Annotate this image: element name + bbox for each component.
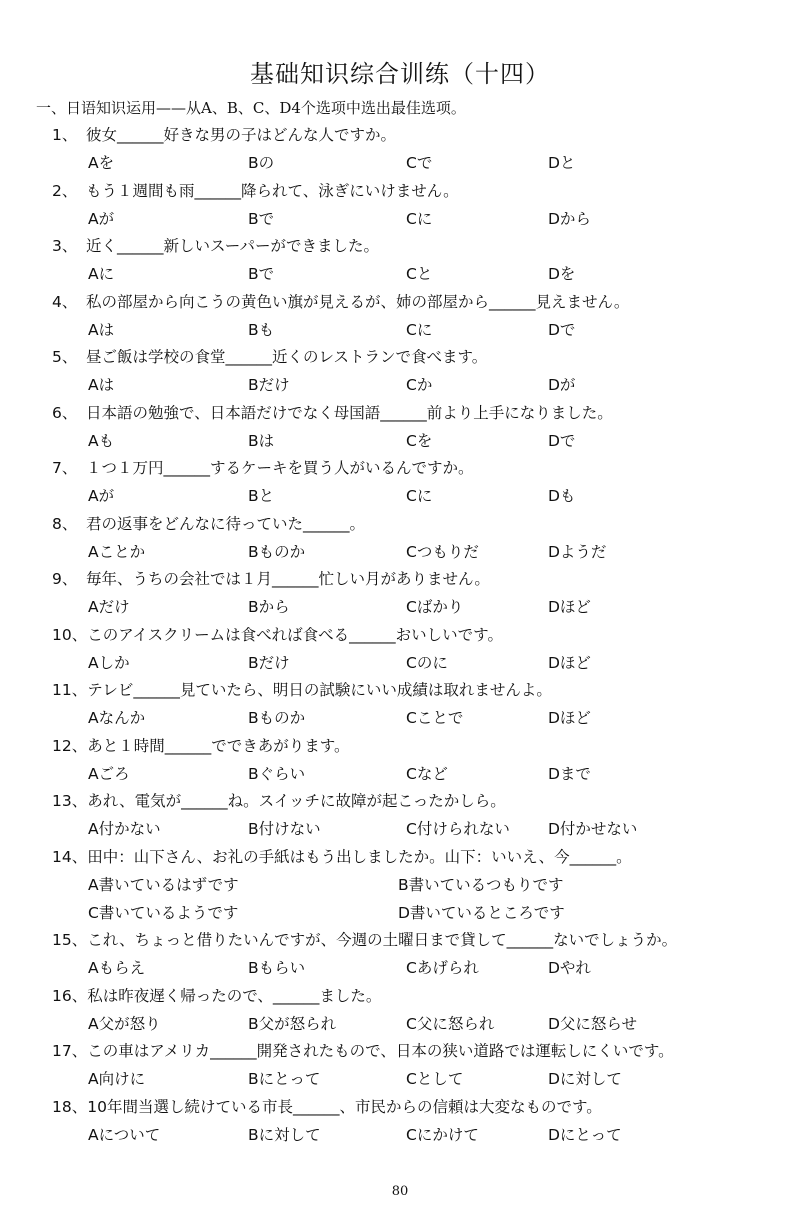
question-item [0, 180, 800, 236]
option-a[interactable]: Aなんか [88, 709, 146, 727]
option-c[interactable]: Cばかり [406, 598, 464, 616]
question-number: 3、 [52, 237, 78, 255]
option-c[interactable]: Cなど [406, 764, 448, 783]
option-b[interactable]: Bだけ [248, 376, 290, 394]
question-text: 毎年、うちの会社では１月______忙しい月がありません。 [86, 570, 490, 588]
option-c[interactable]: Cあげられ [406, 959, 479, 977]
question-text: 田中：山下さん、お礼の手紙はもう出しましたか。山下：いいえ、今______。 [87, 847, 632, 866]
question-stem [52, 679, 552, 701]
question-stem [52, 235, 379, 257]
option-a[interactable]: Aもらえ [88, 959, 146, 977]
option-d[interactable]: Dほど [548, 598, 591, 616]
question-text: 君の返事をどんなに待っていた______。 [86, 514, 366, 533]
option-d[interactable]: Dほど [548, 709, 591, 727]
option-d[interactable]: Dも [548, 487, 576, 505]
question-stem [52, 402, 613, 424]
option-b[interactable]: Bから [248, 598, 290, 616]
option-b[interactable]: Bものか [248, 542, 306, 561]
option-c[interactable]: C父に怒られ [406, 1014, 495, 1033]
question-stem [52, 346, 487, 368]
option-b[interactable]: B書いているつもりです [398, 875, 564, 894]
question-stem [52, 790, 506, 812]
option-a[interactable]: Aを [88, 154, 115, 172]
question-item [0, 457, 800, 513]
option-a[interactable]: Aことか [88, 542, 146, 561]
question-number: 16、 [52, 986, 88, 1005]
question-text: 日本語の勉強で、日本語だけでなく母国語______前より上手になりました。 [86, 403, 613, 422]
option-c[interactable]: C付けられない [406, 820, 510, 838]
question-item [0, 1040, 800, 1096]
question-item [0, 624, 800, 680]
option-d[interactable]: Dやれ [548, 959, 591, 977]
option-a[interactable]: A書いているはずです [88, 875, 239, 894]
option-b[interactable]: Bものか [248, 709, 306, 727]
option-a[interactable]: Aは [88, 320, 115, 339]
question-stem [52, 568, 490, 590]
question-item [0, 985, 800, 1041]
question-item [0, 235, 800, 291]
option-d[interactable]: Dまで [548, 764, 591, 783]
option-c[interactable]: Cに [406, 320, 433, 339]
option-c[interactable]: Cにかけて [406, 1125, 479, 1144]
option-c[interactable]: Cのに [406, 653, 448, 672]
question-stem [52, 985, 381, 1007]
question-text: 昼ご飯は学校の食堂______近くのレストランで食べます。 [86, 348, 488, 366]
option-d[interactable]: D書いているところです [398, 903, 565, 922]
question-text: テレビ______見ていたら、明日の試験にいい成績は取れませんよ。 [87, 681, 552, 699]
option-b[interactable]: B父が怒られ [248, 1014, 337, 1033]
option-d[interactable]: D付かせない [548, 820, 638, 838]
question-number: 15、 [52, 931, 88, 949]
question-item [0, 846, 800, 930]
question-number: 18、 [52, 1097, 88, 1116]
option-c[interactable]: Cで [406, 154, 433, 172]
question-item [0, 790, 800, 846]
option-row [88, 541, 788, 563]
option-a[interactable]: Aが [88, 487, 115, 505]
page-number: 80 [391, 1184, 409, 1199]
option-row [88, 818, 788, 840]
option-d[interactable]: Dで [548, 320, 576, 339]
question-item [0, 568, 800, 624]
question-item [0, 291, 800, 347]
option-a[interactable]: Aについて [88, 1125, 161, 1144]
question-list [0, 124, 800, 1151]
option-row [88, 208, 788, 230]
page-title: 基础知识综合训练（十四） [250, 60, 550, 88]
question-number: 11、 [52, 681, 88, 699]
question-number: 13、 [52, 792, 88, 810]
question-item [0, 346, 800, 402]
option-b[interactable]: Bも [248, 320, 275, 339]
question-number: 17、 [52, 1042, 88, 1060]
question-stem [52, 513, 365, 535]
option-row [88, 319, 788, 341]
option-a[interactable]: Aごろ [88, 764, 130, 783]
option-b[interactable]: Bにとって [248, 1070, 321, 1088]
option-row [88, 652, 788, 674]
option-row [88, 1013, 788, 1035]
option-a[interactable]: Aしか [88, 653, 130, 672]
option-c[interactable]: Cとして [406, 1070, 464, 1088]
option-row [88, 1068, 788, 1090]
question-number: 7、 [52, 459, 78, 477]
option-row [88, 485, 788, 507]
option-d[interactable]: Dから [548, 209, 591, 228]
question-stem [52, 291, 629, 313]
option-a[interactable]: Aが [88, 209, 115, 228]
question-text: 私の部屋から向こうの黄色い旗が見えるが、姉の部屋から______見えません。 [86, 292, 630, 311]
option-row [88, 152, 788, 174]
option-a[interactable]: Aは [88, 376, 115, 394]
option-row [88, 1124, 788, 1146]
option-d[interactable]: Dを [548, 265, 576, 283]
option-a[interactable]: Aに [88, 265, 115, 283]
question-stem [52, 624, 503, 646]
question-number: 1、 [52, 126, 78, 144]
option-d[interactable]: Dと [548, 154, 576, 172]
option-row [88, 902, 788, 924]
question-stem [52, 1040, 674, 1062]
question-number: 4、 [52, 292, 78, 311]
question-stem [52, 735, 350, 757]
question-item [0, 679, 800, 735]
question-number: 14、 [52, 847, 88, 866]
option-b[interactable]: Bと [248, 487, 275, 505]
option-b[interactable]: Bぐらい [248, 764, 306, 783]
option-c[interactable]: Cか [406, 376, 433, 394]
option-a[interactable]: A向けに [88, 1070, 146, 1088]
option-d[interactable]: Dにとって [548, 1125, 622, 1144]
question-text: あれ、電気が______ね。スイッチに故障が起こったかしら。 [87, 792, 506, 810]
question-text: 近く______新しいスーパーができました。 [86, 237, 379, 255]
option-a[interactable]: Aだけ [88, 598, 130, 616]
question-stem [52, 929, 677, 951]
option-row [88, 874, 788, 896]
option-row [88, 957, 788, 979]
option-b[interactable]: B付けない [248, 820, 321, 838]
option-b[interactable]: Bに対して [248, 1125, 321, 1144]
question-item [0, 402, 800, 458]
option-a[interactable]: Aも [88, 431, 115, 450]
option-row [88, 596, 788, 618]
option-row [88, 763, 788, 785]
option-row [88, 707, 788, 729]
option-d[interactable]: Dようだ [548, 542, 607, 561]
question-number: 10、 [52, 625, 88, 644]
question-number: 2、 [52, 181, 78, 200]
option-b[interactable]: Bは [248, 431, 275, 450]
question-number: 9、 [52, 570, 78, 588]
option-b[interactable]: Bだけ [248, 653, 290, 672]
question-number: 6、 [52, 403, 78, 422]
option-c[interactable]: Cを [406, 431, 433, 450]
question-stem [52, 180, 459, 202]
question-stem [52, 124, 396, 146]
question-item [0, 735, 800, 791]
option-b[interactable]: Bの [248, 154, 275, 172]
question-text: あと１時間______でできあがります。 [87, 736, 350, 755]
question-number: 5、 [52, 348, 78, 366]
question-text: もう１週間も雨______降られて、泳ぎにいけません。 [86, 181, 459, 200]
option-row [88, 430, 788, 452]
question-text: 彼女______好きな男の子はどんな人ですか。 [86, 126, 397, 144]
question-stem [52, 846, 632, 868]
option-c[interactable]: Cことで [406, 709, 464, 727]
option-c[interactable]: Cつもりだ [406, 542, 479, 561]
question-item [0, 513, 800, 569]
option-b[interactable]: Bで [248, 209, 275, 228]
question-item [0, 124, 800, 180]
question-text: 10年間当選し続けている市長______、市民からの信頼は大変なものです。 [87, 1097, 602, 1116]
question-text: これ、ちょっと借りたいんですが、今週の土曜日まで貸して______ないでしょうか。 [87, 931, 678, 949]
question-stem [52, 1096, 602, 1118]
option-row [88, 263, 788, 285]
section-instruction: 一、日语知识运用——从A、B、C、D4个选项中选出最佳选项。 [36, 99, 466, 117]
question-number: 8、 [52, 514, 78, 533]
question-item [0, 1096, 800, 1152]
option-d[interactable]: Dほど [548, 653, 591, 672]
option-c[interactable]: Cと [406, 265, 433, 283]
option-b[interactable]: Bで [248, 265, 275, 283]
option-row [88, 374, 788, 396]
option-d[interactable]: Dに対して [548, 1070, 622, 1088]
option-a[interactable]: A付かない [88, 820, 161, 838]
question-text: このアイスクリームは食べれば食べる______おいしいです。 [87, 625, 503, 644]
question-item [0, 929, 800, 985]
question-text: 私は昨夜遅く帰ったので、______ました。 [87, 986, 382, 1005]
question-stem [52, 457, 474, 479]
option-c[interactable]: Cに [406, 487, 433, 505]
option-c[interactable]: C書いているようです [88, 903, 239, 922]
option-a[interactable]: A父が怒り [88, 1014, 161, 1033]
question-number: 12、 [52, 736, 88, 755]
option-d[interactable]: D父に怒らせ [548, 1014, 637, 1033]
option-c[interactable]: Cに [406, 209, 433, 228]
question-text: １つ１万円______するケーキを買う人がいるんですか。 [86, 459, 474, 477]
option-d[interactable]: Dが [548, 376, 576, 394]
option-d[interactable]: Dで [548, 431, 576, 450]
option-b[interactable]: Bもらい [248, 959, 306, 977]
question-text: この車はアメリカ______開発されたもので、日本の狭い道路では運転しにくいです。 [87, 1042, 674, 1060]
